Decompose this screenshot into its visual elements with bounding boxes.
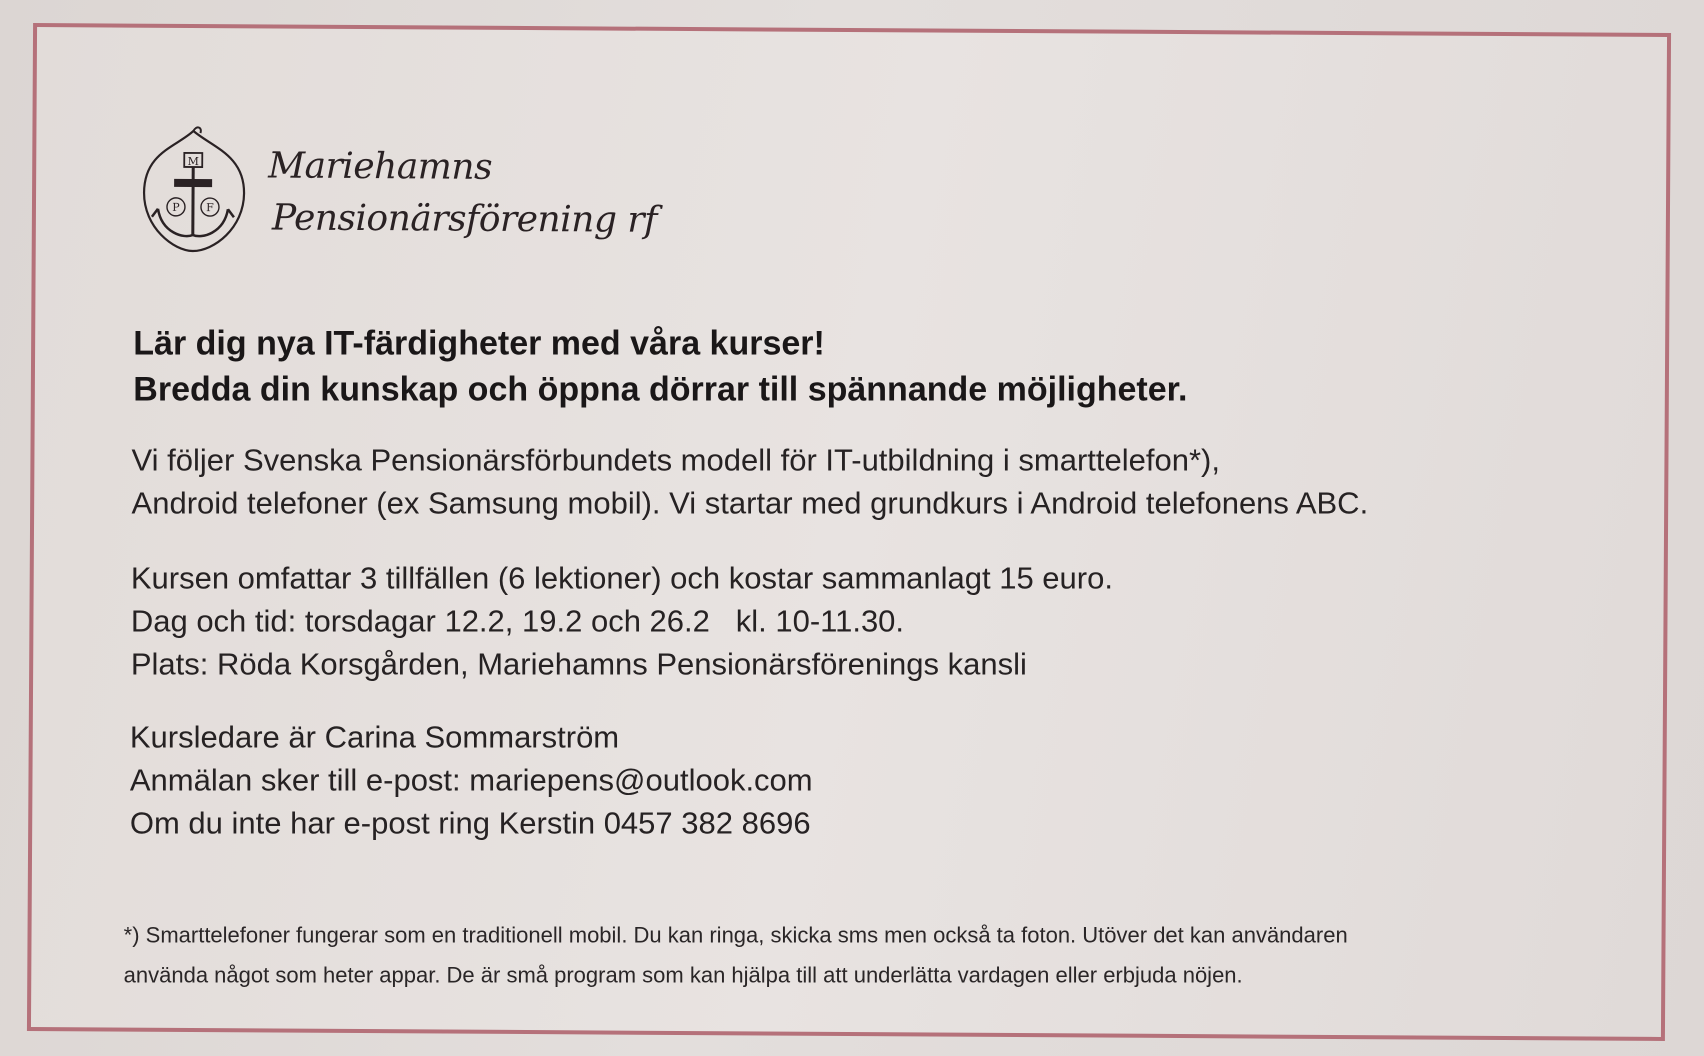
course-info-line2: Dag och tid: torsdagar 12.2, 19.2 och 26.2 kl. 10-11.30. (130, 603, 905, 639)
notice-frame (27, 23, 1671, 1041)
organization-name-line1: Mariehamns (268, 145, 493, 188)
logo-letter-f: F (206, 201, 214, 215)
headline-line2: Bredda din kunskap och öppna dörrar till spännande möjligheter. (133, 370, 1188, 409)
course-info-line3: Plats: Röda Korsgården, Mariehamns Pensionärsförenings kansli (130, 646, 1027, 682)
footnote-line1: *) Smarttelefoner fungerar som en traditionell mobil. Du kan ringa, skicka sms men också ta foton. Utöver det kan användaren (123, 922, 1348, 948)
intro-paragraph (132, 439, 1369, 525)
intro-line2: Android telefoner (ex Samsung mobil). Vi startar med grundkurs i Android telefonens ABC. (131, 485, 1369, 521)
course-info-paragraph (131, 557, 1113, 686)
contact-paragraph (130, 716, 813, 845)
headline (133, 321, 1187, 413)
anchor-emblem-icon (136, 123, 252, 259)
course-info-line1: Kursen omfattar 3 tillfällen (6 lektioner) och kostar sammanlagt 15 euro. (130, 560, 1113, 596)
footnote-line2: använda något som heter appar. De är små program som kan hjälpa till att underlätta vardagen eller erbjuda nöjen. (123, 962, 1243, 988)
contact-line3: Om du inte har e-post ring Kerstin 0457 382 8696 (129, 805, 811, 841)
contact-line2: Anmälan sker till e-post: mariepens@outlook.com (129, 762, 813, 798)
footnote (124, 916, 1348, 996)
headline-line1: Lär dig nya IT-färdigheter med våra kurser! (133, 324, 825, 363)
logo-letter-p: P (172, 200, 180, 214)
organization-name (268, 140, 658, 246)
organization-name-line2: Pensionärsförening rf (271, 197, 658, 241)
intro-line1: Vi följer Svenska Pensionärsförbundets modell för IT-utbildning i smarttelefon*), (131, 442, 1220, 478)
contact-line1: Kursledare är Carina Sommarström (129, 719, 620, 755)
logo-letter-m: M (187, 154, 199, 169)
